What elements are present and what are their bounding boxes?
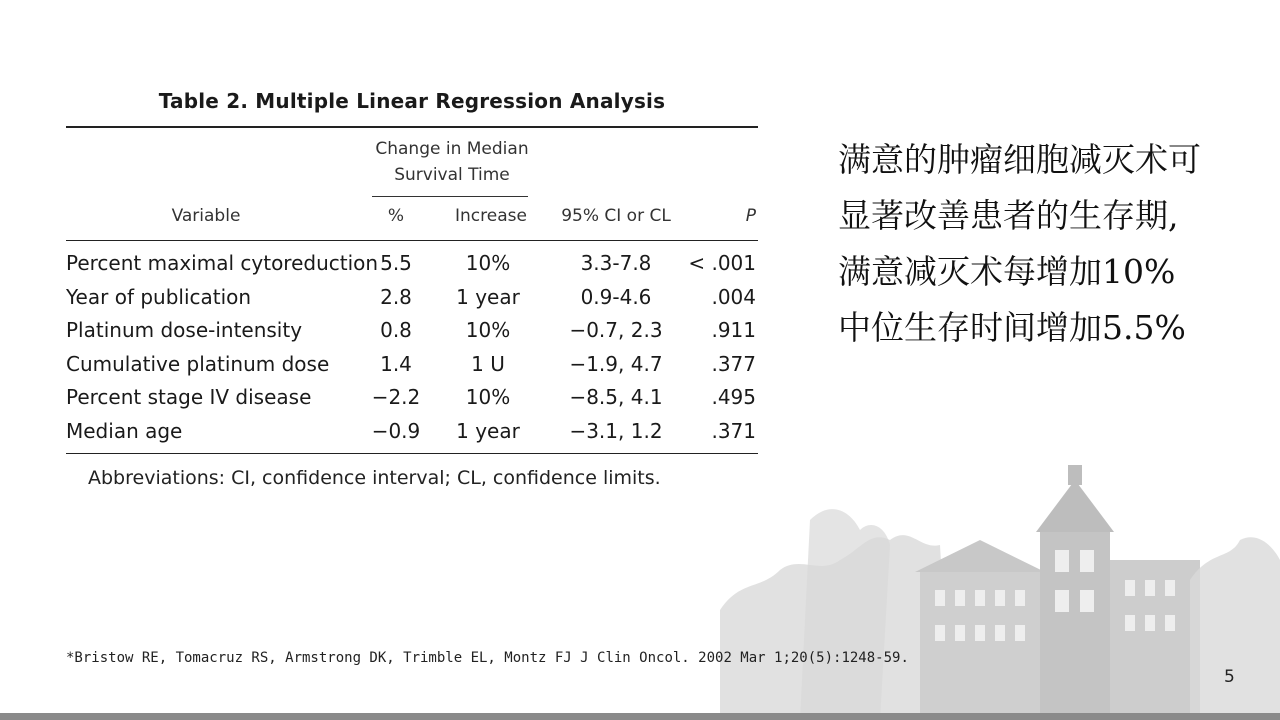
header-variable: Variable [171,206,241,226]
header-percent: % [387,206,405,226]
chinese-summary-note [838,132,1268,356]
cell-increase: 1 year [456,284,520,309]
cell-percent: 1.4 [380,351,412,376]
citation: *Bristow RE, Tomacruz RS, Armstrong DK, Trimble EL, Montz FJ J Clin Oncol. 2002 Mar 1;20(5):1248-59. [66,650,909,666]
header-increase: Increase [455,206,527,226]
cell-increase: 1 U [471,351,505,376]
cell-variable: Platinum dose-intensity [66,318,303,343]
page-number: 5 [1224,667,1235,687]
note-line: 显著改善患者的生存期, [838,196,1179,235]
cell-ci: 0.9-4.6 [580,284,652,309]
cell-ci: 3.3-7.8 [580,251,652,275]
cell-variable: Percent maximal cytoreduction [66,251,379,275]
cell-ci: −1.9, 4.7 [569,351,663,376]
cell-increase: 10% [465,251,511,275]
cell-variable: Median age [66,418,183,443]
cell-increase: 1 year [456,418,520,443]
header-ci: 95% CI or CL [561,206,671,226]
cell-ci: −3.1, 1.2 [569,418,663,443]
table-header [66,128,758,240]
table-title: Table 2. Multiple Linear Regression Analysis [158,89,666,113]
cell-percent: −0.9 [371,418,421,443]
table-row [66,415,758,449]
cell-ci: −8.5, 4.1 [569,385,663,410]
campus-building-watermark [720,460,1280,720]
cell-variable: Year of publication [66,284,252,309]
cell-p: .004 [711,284,756,309]
header-p: P [745,206,756,226]
table-row [66,348,758,382]
cell-p: .377 [711,351,756,376]
cell-p: .495 [711,385,756,410]
cell-percent: −2.2 [371,385,421,410]
table-body [66,241,758,453]
cell-p: .911 [711,318,756,343]
table-row [66,281,758,315]
table-bottom-rule [66,453,758,454]
note-line: 满意的肿瘤细胞减灭术可 [838,140,1201,179]
regression-table [66,86,758,494]
cell-percent: 2.8 [380,284,412,309]
cell-ci: −0.7, 2.3 [569,318,663,343]
note-line: 中位生存时间增加5.5% [838,308,1186,347]
table-row [66,314,758,348]
cell-p: .371 [711,418,756,443]
table-row [66,247,758,281]
cell-percent: 5.5 [380,251,412,275]
cell-increase: 10% [465,385,511,410]
bottom-bar [0,713,1280,720]
table-abbreviations: Abbreviations: CI, confidence interval; CL, confidence limits. [88,466,661,489]
header-group-underline [372,196,528,197]
cell-p: < .001 [688,251,756,275]
cell-increase: 10% [465,318,511,343]
table-row [66,381,758,415]
header-group-label [372,136,532,188]
note-line: 满意减灭术每增加10% [838,252,1176,291]
header-group-line2: Survival Time [394,165,510,185]
header-group-line1: Change in Median [375,139,529,159]
cell-variable: Cumulative platinum dose [66,351,330,376]
cell-percent: 0.8 [380,318,412,343]
cell-variable: Percent stage IV disease [66,385,312,410]
